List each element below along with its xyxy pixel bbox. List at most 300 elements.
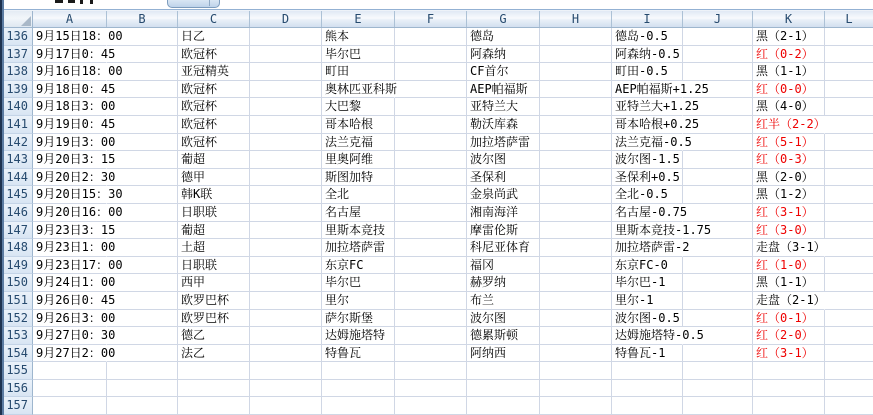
cell-away-team[interactable]: AEP帕福斯 — [467, 81, 540, 99]
cell-f-empty[interactable] — [395, 169, 467, 187]
cell-league[interactable]: 日职联 — [178, 204, 250, 222]
cell-b-empty[interactable] — [107, 134, 178, 152]
cell-j-empty[interactable] — [683, 380, 753, 398]
cell-result[interactable]: 红（1-0） — [753, 257, 825, 275]
cell-f-empty[interactable] — [395, 63, 467, 81]
cell-d-empty[interactable] — [250, 151, 322, 169]
cell-away-team[interactable]: 亚特兰大 — [467, 98, 540, 116]
cell-home-team[interactable]: 法兰克福 — [322, 134, 395, 152]
cell-league[interactable]: 欧冠杯 — [178, 81, 250, 99]
cell-j-empty[interactable] — [683, 397, 753, 415]
cell-l-empty[interactable] — [825, 345, 873, 363]
cell-home-team[interactable]: 特鲁瓦 — [322, 345, 395, 363]
cell-h-empty[interactable] — [540, 239, 612, 257]
cell-f-empty[interactable] — [395, 380, 467, 398]
cell-j-empty[interactable] — [683, 257, 753, 275]
cell-l-empty[interactable] — [825, 186, 873, 204]
cell-f-empty[interactable] — [395, 98, 467, 116]
cell-b-empty[interactable] — [107, 151, 178, 169]
cell-j-empty[interactable] — [683, 239, 753, 257]
cell-handicap[interactable] — [612, 362, 683, 380]
cell-away-team[interactable]: 科尼亚体育 — [467, 239, 540, 257]
row-header[interactable]: 155 — [4, 362, 33, 380]
cell-d-empty[interactable] — [250, 134, 322, 152]
cell-l-empty[interactable] — [825, 28, 873, 46]
cell-match-datetime[interactable]: 9月24日1：00 — [33, 274, 107, 292]
cell-j-empty[interactable] — [683, 274, 753, 292]
column-header-K[interactable]: K — [753, 11, 825, 27]
cell-away-team[interactable]: 波尔图 — [467, 151, 540, 169]
cell-handicap[interactable]: 阿森纳-0.5 — [612, 46, 683, 64]
column-header-H[interactable]: H — [540, 11, 612, 27]
cell-match-datetime[interactable]: 9月18日3：00 — [33, 98, 107, 116]
column-header-L[interactable]: L — [845, 12, 853, 26]
cell-l-empty[interactable] — [825, 292, 873, 310]
cell-d-empty[interactable] — [250, 292, 322, 310]
cell-h-empty[interactable] — [540, 380, 612, 398]
cell-home-team[interactable]: 熊本 — [322, 28, 395, 46]
cell-away-team[interactable]: CF首尔 — [467, 63, 540, 81]
cell-result[interactable]: 红（3-0） — [753, 222, 825, 240]
cell-j-empty[interactable] — [683, 28, 753, 46]
row-header[interactable]: 147 — [4, 222, 33, 240]
cell-f-empty[interactable] — [395, 204, 467, 222]
cell-result[interactable]: 红（5-1） — [753, 134, 825, 152]
cell-match-datetime[interactable]: 9月17日0：45 — [33, 46, 107, 64]
cell-match-datetime[interactable] — [33, 362, 107, 380]
cell-f-empty[interactable] — [395, 28, 467, 46]
row-header[interactable]: 148 — [4, 239, 33, 257]
cell-home-team[interactable]: 达姆施塔特 — [322, 327, 395, 345]
cell-l-empty[interactable] — [825, 169, 873, 187]
cell-b-empty[interactable] — [107, 362, 178, 380]
select-all-triangle-icon — [21, 16, 31, 26]
cell-away-team[interactable] — [467, 362, 540, 380]
cell-home-team[interactable]: 东京FC — [322, 257, 395, 275]
cell-handicap[interactable]: 东京FC-0 — [612, 257, 683, 275]
cell-f-empty[interactable] — [395, 327, 467, 345]
cell-b-empty[interactable] — [107, 310, 178, 328]
row-header[interactable]: 157 — [4, 397, 33, 415]
cell-j-empty[interactable] — [683, 345, 753, 363]
cell-l-empty[interactable] — [825, 98, 873, 116]
table-row — [4, 116, 873, 134]
column-header-B[interactable]: B — [107, 11, 178, 27]
cell-d-empty[interactable] — [250, 169, 322, 187]
column-header-C[interactable]: C — [178, 11, 250, 27]
cell-j-empty[interactable] — [683, 204, 753, 222]
cell-result[interactable]: 红（0-2） — [753, 46, 825, 64]
cell-match-datetime[interactable] — [33, 397, 107, 415]
cell-league[interactable] — [178, 362, 250, 380]
cell-handicap[interactable]: 特鲁瓦-1 — [612, 345, 683, 363]
table-row — [4, 81, 873, 99]
cell-h-empty[interactable] — [540, 292, 612, 310]
cell-handicap[interactable]: 波尔图-1.5 — [612, 151, 683, 169]
cell-away-team[interactable]: 德岛 — [467, 28, 540, 46]
cell-f-empty[interactable] — [395, 345, 467, 363]
cell-match-datetime[interactable]: 9月27日2：00 — [33, 345, 107, 363]
cell-result[interactable] — [753, 362, 825, 380]
cell-league[interactable]: 日乙 — [178, 28, 250, 46]
cell-h-empty[interactable] — [540, 274, 612, 292]
cell-league[interactable]: 葡超 — [178, 151, 250, 169]
row-header[interactable]: 139 — [4, 81, 33, 99]
cell-result[interactable]: 红半（2-2） — [753, 116, 825, 134]
cell-handicap[interactable]: 町田-0.5 — [612, 63, 683, 81]
column-header-I[interactable]: I — [612, 11, 683, 27]
cell-h-empty[interactable] — [540, 186, 612, 204]
cell-league[interactable]: 土超 — [178, 239, 250, 257]
cell-result[interactable]: 黑（4-0） — [753, 98, 825, 116]
cell-match-datetime[interactable]: 9月15日18：00 — [33, 28, 107, 46]
cell-league[interactable]: 法乙 — [178, 345, 250, 363]
cell-result[interactable]: 走盘（2-1） — [753, 292, 825, 310]
cell-j-empty[interactable] — [683, 292, 753, 310]
formula-bar-remnant — [0, 0, 873, 10]
table-row — [4, 274, 873, 292]
cell-h-empty[interactable] — [540, 81, 612, 99]
cell-d-empty[interactable] — [250, 380, 322, 398]
cell-away-team[interactable]: 阿森纳 — [467, 46, 540, 64]
cell-league[interactable]: 欧冠杯 — [178, 134, 250, 152]
cell-f-empty[interactable] — [395, 46, 467, 64]
row-header[interactable]: 150 — [4, 274, 33, 292]
cell-away-team[interactable]: 布兰 — [467, 292, 540, 310]
cell-f-empty[interactable] — [395, 274, 467, 292]
cell-home-team[interactable]: 斯图加特 — [322, 169, 395, 187]
cell-d-empty[interactable] — [250, 274, 322, 292]
cell-f-empty[interactable] — [395, 116, 467, 134]
cell-match-datetime[interactable]: 9月26日3：00 — [33, 310, 107, 328]
cell-d-empty[interactable] — [250, 397, 322, 415]
cell-match-datetime[interactable]: 9月20日2：30 — [33, 169, 107, 187]
cell-match-datetime[interactable] — [33, 380, 107, 398]
cell-d-empty[interactable] — [250, 81, 322, 99]
cell-league[interactable]: 亚冠精英 — [178, 63, 250, 81]
cell-result[interactable]: 走盘（3-1） — [753, 239, 825, 257]
cell-home-team[interactable] — [322, 362, 395, 380]
cell-handicap[interactable]: 里斯本竞技-1.75 — [612, 222, 683, 240]
column-header-D[interactable]: D — [250, 11, 322, 27]
cell-handicap[interactable]: 德岛-0.5 — [612, 28, 683, 46]
cell-l-empty[interactable] — [825, 222, 873, 240]
row-header[interactable]: 138 — [4, 63, 33, 81]
cell-l-empty[interactable] — [825, 46, 873, 64]
cell-h-empty[interactable] — [540, 169, 612, 187]
cell-league[interactable]: 欧冠杯 — [178, 46, 250, 64]
cell-b-empty[interactable] — [107, 169, 178, 187]
cell-d-empty[interactable] — [250, 63, 322, 81]
cell-league[interactable]: 欧罗巴杯 — [178, 310, 250, 328]
cell-h-empty[interactable] — [540, 28, 612, 46]
cell-h-empty[interactable] — [540, 98, 612, 116]
cell-away-team[interactable]: 阿纳西 — [467, 345, 540, 363]
cell-league[interactable]: 韩K联 — [178, 186, 250, 204]
cell-result[interactable]: 红（3-1） — [753, 345, 825, 363]
cell-f-empty[interactable] — [395, 397, 467, 415]
row-header[interactable]: 151 — [4, 292, 33, 310]
cell-result[interactable]: 红（0-1） — [753, 310, 825, 328]
cell-h-empty[interactable] — [540, 397, 612, 415]
cell-l-empty[interactable] — [825, 274, 873, 292]
cell-l-empty[interactable] — [825, 134, 873, 152]
cell-d-empty[interactable] — [250, 310, 322, 328]
cell-b-empty[interactable] — [107, 327, 178, 345]
cell-away-team[interactable]: 圣保利 — [467, 169, 540, 187]
cell-l-empty[interactable] — [825, 204, 873, 222]
cell-home-team[interactable]: 哥本哈根 — [322, 116, 395, 134]
cell-handicap[interactable]: 名古屋-0.75 — [612, 204, 683, 222]
cell-away-team[interactable]: 波尔图 — [467, 310, 540, 328]
column-header-E[interactable]: E — [322, 11, 395, 27]
cell-match-datetime[interactable]: 9月20日3：15 — [33, 151, 107, 169]
column-header-A[interactable]: A — [33, 11, 107, 27]
row-header[interactable]: 145 — [4, 186, 33, 204]
row-header[interactable]: 140 — [4, 98, 33, 116]
cell-league[interactable]: 日职联 — [178, 257, 250, 275]
cell-result[interactable]: 黑（2-0） — [753, 169, 825, 187]
cell-f-empty[interactable] — [395, 151, 467, 169]
cell-result[interactable]: 红（0-3） — [753, 151, 825, 169]
cell-result[interactable]: 黑（1-2） — [753, 186, 825, 204]
cell-result[interactable]: 黑（1-1） — [753, 274, 825, 292]
cell-l-empty[interactable] — [825, 397, 873, 415]
cell-home-team[interactable]: 毕尔巴 — [322, 46, 395, 64]
cell-away-team[interactable] — [467, 397, 540, 415]
cell-match-datetime[interactable]: 9月18日0：45 — [33, 81, 107, 99]
cell-match-datetime[interactable]: 9月23日3：15 — [33, 222, 107, 240]
cell-b-empty[interactable] — [107, 292, 178, 310]
table-row — [4, 204, 873, 222]
cell-away-team[interactable]: 湘南海洋 — [467, 204, 540, 222]
row-header[interactable]: 136 — [4, 28, 33, 46]
cell-home-team[interactable]: 名古屋 — [322, 204, 395, 222]
table-row — [4, 98, 873, 116]
cell-result[interactable]: 黑（2-1） — [753, 28, 825, 46]
cell-f-empty[interactable] — [395, 239, 467, 257]
cell-d-empty[interactable] — [250, 186, 322, 204]
select-all-corner[interactable] — [4, 11, 33, 27]
cell-league[interactable]: 欧罗巴杯 — [178, 292, 250, 310]
cell-home-team[interactable]: 加拉塔萨雷 — [322, 239, 395, 257]
cell-away-team[interactable]: 勒沃库森 — [467, 116, 540, 134]
cell-home-team[interactable]: 里尔 — [322, 292, 395, 310]
cell-f-empty[interactable] — [395, 81, 467, 99]
cell-d-empty[interactable] — [250, 239, 322, 257]
cell-h-empty[interactable] — [540, 257, 612, 275]
row-header[interactable]: 154 — [4, 345, 33, 363]
cell-h-empty[interactable] — [540, 134, 612, 152]
cell-h-empty[interactable] — [540, 46, 612, 64]
cell-handicap[interactable] — [612, 397, 683, 415]
cell-match-datetime[interactable]: 9月19日0：45 — [33, 116, 107, 134]
cell-handicap[interactable]: 全北-0.5 — [612, 186, 683, 204]
cell-j-empty[interactable] — [683, 169, 753, 187]
cell-away-team[interactable]: 福冈 — [467, 257, 540, 275]
cell-h-empty[interactable] — [540, 151, 612, 169]
cell-match-datetime[interactable]: 9月20日16：00 — [33, 204, 107, 222]
cell-d-empty[interactable] — [250, 28, 322, 46]
cell-handicap[interactable]: 圣保利+0.5 — [612, 169, 683, 187]
cell-match-datetime[interactable]: 9月16日18：00 — [33, 63, 107, 81]
cell-d-empty[interactable] — [250, 204, 322, 222]
cell-j-empty[interactable] — [683, 151, 753, 169]
row-header[interactable]: 142 — [4, 134, 33, 152]
row-header[interactable]: 143 — [4, 151, 33, 169]
row-header[interactable]: 152 — [4, 310, 33, 328]
cell-result[interactable] — [753, 380, 825, 398]
cell-f-empty[interactable] — [395, 222, 467, 240]
cell-h-empty[interactable] — [540, 204, 612, 222]
cell-l-empty[interactable] — [825, 257, 873, 275]
row-header[interactable]: 141 — [4, 116, 33, 134]
cell-handicap[interactable]: 毕尔巴-1 — [612, 274, 683, 292]
row-header[interactable]: 156 — [4, 380, 33, 398]
cell-handicap[interactable]: 哥本哈根+0.25 — [612, 116, 683, 134]
cell-h-empty[interactable] — [540, 63, 612, 81]
cell-l-empty[interactable] — [825, 239, 873, 257]
cell-l-empty[interactable] — [825, 362, 873, 380]
cell-l-empty[interactable] — [825, 116, 873, 134]
cell-d-empty[interactable] — [250, 345, 322, 363]
cell-home-team[interactable]: 大巴黎 — [322, 98, 395, 116]
cell-away-team[interactable]: 加拉塔萨雷 — [467, 134, 540, 152]
row-header[interactable]: 149 — [4, 257, 33, 275]
cell-handicap[interactable] — [612, 380, 683, 398]
cell-j-empty[interactable] — [683, 46, 753, 64]
cell-f-empty[interactable] — [395, 257, 467, 275]
cell-l-empty[interactable] — [825, 310, 873, 328]
cell-result[interactable]: 红（2-0） — [753, 327, 825, 345]
cell-l-empty[interactable] — [825, 63, 873, 81]
cell-d-empty[interactable] — [250, 362, 322, 380]
row-header[interactable]: 137 — [4, 46, 33, 64]
cell-j-empty[interactable] — [683, 362, 753, 380]
cell-handicap[interactable]: 达姆施塔特-0.5 — [612, 327, 683, 345]
cell-match-datetime[interactable]: 9月19日3：00 — [33, 134, 107, 152]
cell-home-team[interactable]: 全北 — [322, 186, 395, 204]
cell-match-datetime[interactable]: 9月23日1：00 — [33, 239, 107, 257]
cell-match-datetime[interactable]: 9月27日0：30 — [33, 327, 107, 345]
cell-match-datetime[interactable]: 9月20日15：30 — [33, 186, 107, 204]
cell-d-empty[interactable] — [250, 46, 322, 64]
cell-handicap[interactable]: 里尔-1 — [612, 292, 683, 310]
cell-league[interactable]: 欧冠杯 — [178, 98, 250, 116]
namebox-dropdown-remnant — [167, 0, 220, 8]
cell-handicap[interactable]: 亚特兰大+1.25 — [612, 98, 683, 116]
cell-j-empty[interactable] — [683, 310, 753, 328]
cell-d-empty[interactable] — [250, 327, 322, 345]
cell-league[interactable] — [178, 380, 250, 398]
cell-j-empty[interactable] — [683, 134, 753, 152]
cell-match-datetime[interactable]: 9月23日17：00 — [33, 257, 107, 275]
cell-b-empty[interactable] — [107, 222, 178, 240]
cell-h-empty[interactable] — [540, 362, 612, 380]
cell-result[interactable]: 红（0-0） — [753, 81, 825, 99]
cell-league[interactable]: 德甲 — [178, 169, 250, 187]
cell-h-empty[interactable] — [540, 310, 612, 328]
cell-result[interactable]: 红（3-1） — [753, 204, 825, 222]
cell-away-team[interactable] — [467, 380, 540, 398]
cell-h-empty[interactable] — [540, 116, 612, 134]
cell-league[interactable]: 葡超 — [178, 222, 250, 240]
cell-league[interactable]: 欧冠杯 — [178, 116, 250, 134]
cell-home-team[interactable]: 萨尔斯堡 — [322, 310, 395, 328]
cell-f-empty[interactable] — [395, 310, 467, 328]
cell-j-empty[interactable] — [683, 186, 753, 204]
row-header[interactable]: 153 — [4, 327, 33, 345]
cell-result[interactable] — [753, 397, 825, 415]
cell-d-empty[interactable] — [250, 116, 322, 134]
cell-home-team[interactable]: 奥林匹亚科斯 — [322, 81, 395, 99]
cell-h-empty[interactable] — [540, 222, 612, 240]
column-header-J[interactable]: J — [683, 11, 753, 27]
cell-b-empty[interactable] — [107, 380, 178, 398]
cell-home-team[interactable]: 里奥阿维 — [322, 151, 395, 169]
cell-f-empty[interactable] — [395, 292, 467, 310]
cell-away-team[interactable]: 赫罗纳 — [467, 274, 540, 292]
cell-away-team[interactable]: 摩雷伦斯 — [467, 222, 540, 240]
cell-l-empty[interactable] — [825, 327, 873, 345]
cell-match-datetime[interactable]: 9月26日0：45 — [33, 292, 107, 310]
cell-d-empty[interactable] — [250, 98, 322, 116]
cell-home-team[interactable] — [322, 380, 395, 398]
cell-handicap[interactable]: 波尔图-0.5 — [612, 310, 683, 328]
cell-b-empty[interactable] — [107, 274, 178, 292]
cell-f-empty[interactable] — [395, 186, 467, 204]
column-header-G[interactable]: G — [467, 11, 540, 27]
cell-handicap[interactable]: 法兰克福-0.5 — [612, 134, 683, 152]
cell-away-team[interactable]: 金泉尚武 — [467, 186, 540, 204]
cell-home-team[interactable] — [322, 397, 395, 415]
cell-h-empty[interactable] — [540, 327, 612, 345]
cell-d-empty[interactable] — [250, 222, 322, 240]
cell-away-team[interactable]: 德累斯顿 — [467, 327, 540, 345]
cell-j-empty[interactable] — [683, 63, 753, 81]
cell-league[interactable]: 西甲 — [178, 274, 250, 292]
cell-home-team[interactable]: 毕尔巴 — [322, 274, 395, 292]
cell-handicap[interactable]: AEP帕福斯+1.25 — [612, 81, 683, 99]
cell-league[interactable] — [178, 397, 250, 415]
cell-b-empty[interactable] — [107, 239, 178, 257]
cell-b-empty[interactable] — [107, 116, 178, 134]
column-header-F[interactable]: F — [395, 11, 467, 27]
cell-l-empty[interactable] — [825, 151, 873, 169]
cell-home-team[interactable]: 里斯本竞技 — [322, 222, 395, 240]
cell-d-empty[interactable] — [250, 257, 322, 275]
table-row — [4, 345, 873, 363]
cell-b-empty[interactable] — [107, 98, 178, 116]
cell-l-empty[interactable] — [825, 81, 873, 99]
cell-result[interactable]: 黑（1-1） — [753, 63, 825, 81]
cell-b-empty[interactable] — [107, 46, 178, 64]
cell-b-empty[interactable] — [107, 397, 178, 415]
cell-f-empty[interactable] — [395, 134, 467, 152]
row-header[interactable]: 146 — [4, 204, 33, 222]
row-header[interactable]: 144 — [4, 169, 33, 187]
cell-h-empty[interactable] — [540, 345, 612, 363]
table-row — [4, 257, 873, 275]
cell-handicap[interactable]: 加拉塔萨雷-2 — [612, 239, 683, 257]
cell-league[interactable]: 德乙 — [178, 327, 250, 345]
cell-b-empty[interactable] — [107, 345, 178, 363]
cell-l-empty[interactable] — [825, 380, 873, 398]
cell-b-empty[interactable] — [107, 81, 178, 99]
table-row — [4, 134, 873, 152]
cell-home-team[interactable]: 町田 — [322, 63, 395, 81]
cell-f-empty[interactable] — [395, 362, 467, 380]
